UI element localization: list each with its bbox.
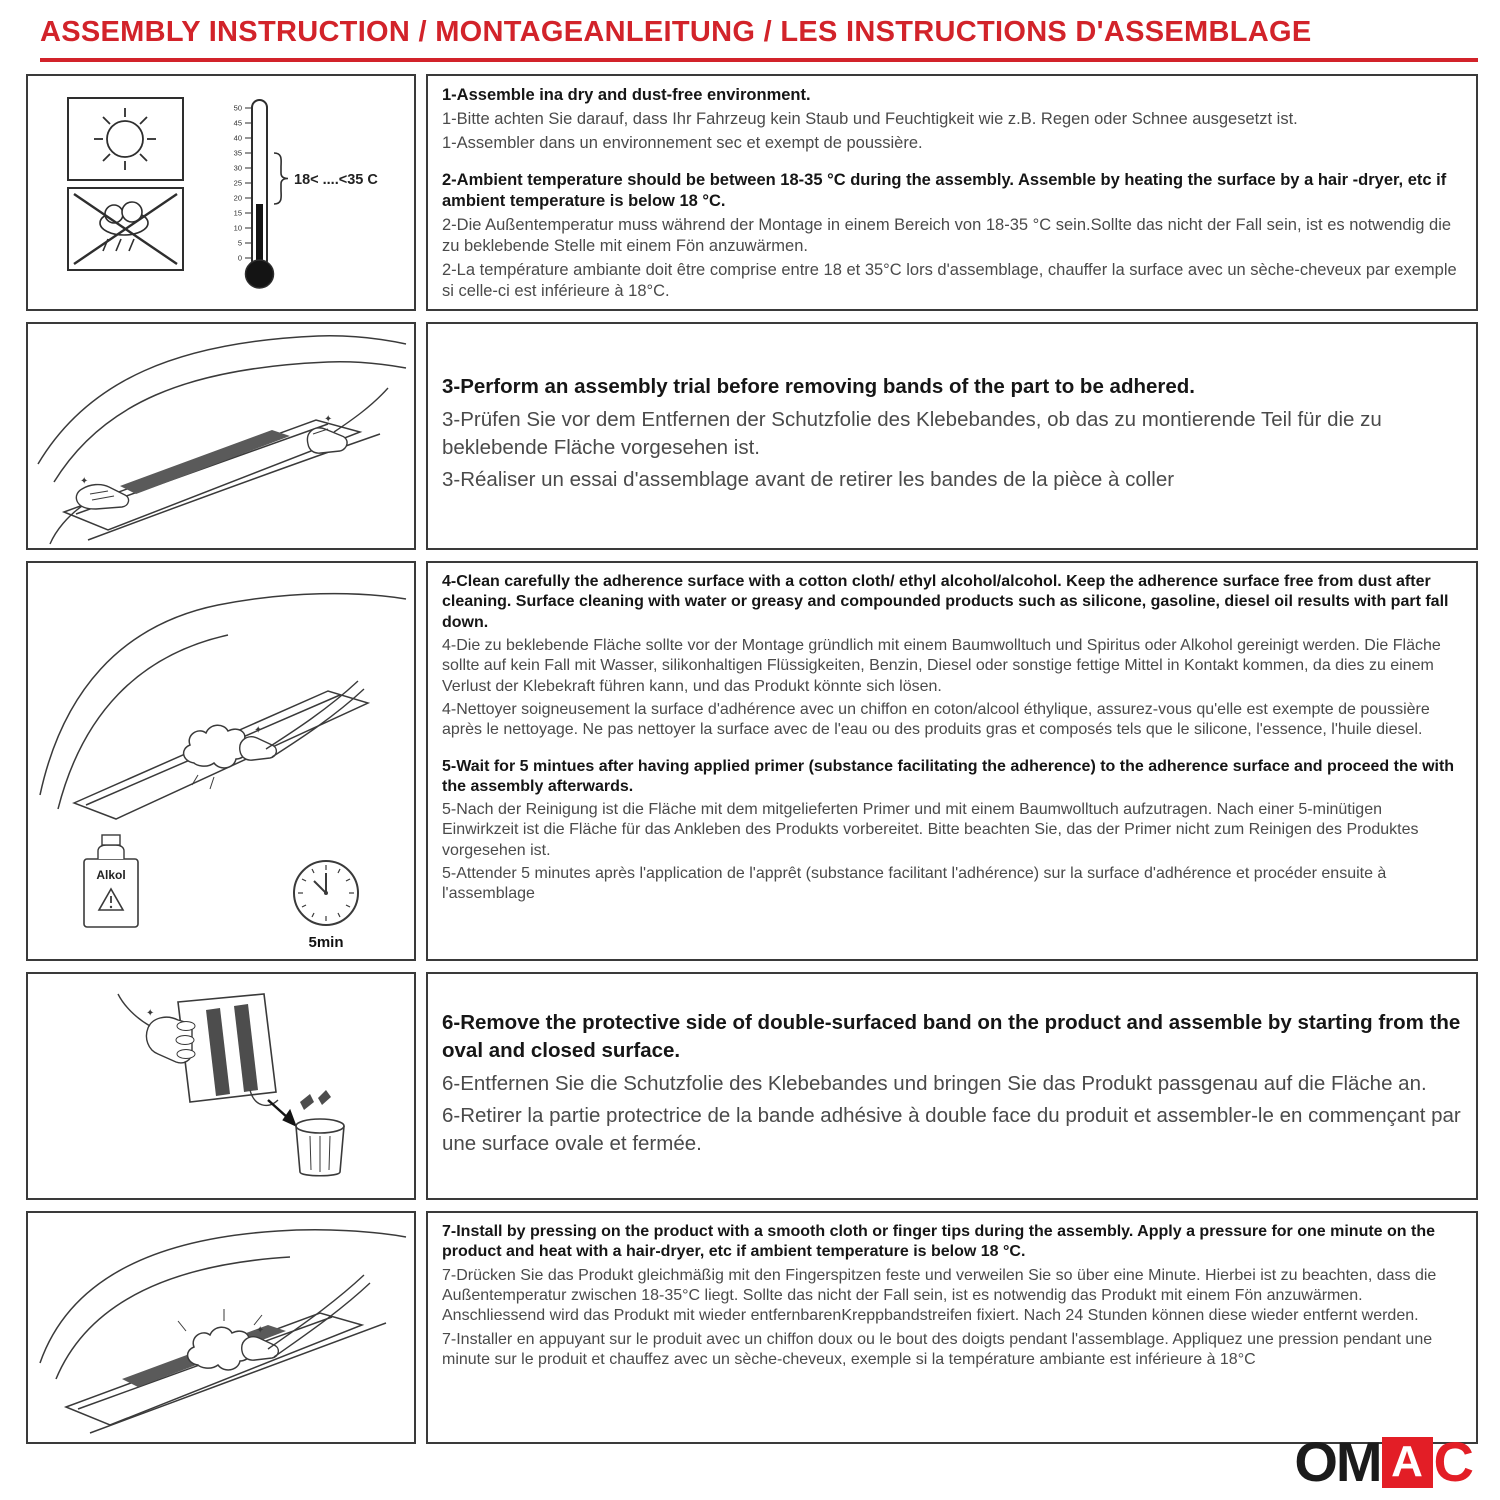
step3-fr: 3-Réaliser un essai d'assemblage avant de retirer les bandes de la pièce à coller (442, 468, 1175, 492)
environment-illustration (28, 76, 414, 309)
step1-de: 1-Bitte achten Sie darauf, dass Ihr Fahrzeug kein Staub und Feuchtigkeit wie z.B. Regen oder Schnee ausgesetzt ist. (442, 109, 1298, 128)
step3-en: 3-Perform an assembly trial before removing bands of the part to be adhered. (442, 374, 1195, 398)
step-row-1 (26, 74, 1478, 311)
discarded-band (300, 1094, 314, 1110)
step7-fr: 7-Installer en appuyant sur le produit avec un chiffon doux ou le bout des doigts pendant l'assemblage. Appliquez une pression pendant une minute sur le produit et chauffez avec un sèche-cheveux, exemple si la température ambiante est inférieure à 18°C (442, 1330, 1433, 1368)
sparkle-icon: ✦ (80, 476, 89, 487)
scale-label: 0 (237, 253, 242, 263)
scale-label: 35 (233, 148, 242, 158)
scale-label: 30 (233, 163, 242, 173)
door-sill-cleaning-icon (28, 563, 414, 959)
scale-label: 50 (233, 103, 242, 113)
text-step-3 (426, 322, 1478, 550)
scale-label: 45 (233, 118, 242, 128)
sparkle-icon: ✦ (324, 414, 333, 425)
step2-en: 2-Ambient temperature should be between 18-35 °C during the assembly. Assemble by heating the surface by a hair -dryer, etc if ambient temperature is below 18 °C. (442, 170, 1447, 210)
logo-letter-a: A (1391, 1437, 1423, 1486)
range-brace (274, 153, 288, 204)
sparkle-icon: ✦ (256, 1325, 265, 1336)
step2-fr: 2-La température ambiante doit être comprise entre 18 et 35°C lors d'assemblage, chauffer la surface avec un sèche-cheveux par exemple si celle-ci est inférieure à 18°C. (442, 260, 1457, 300)
step5-fr: 5-Attender 5 minutes après l'application de l'apprêt (substance facilitant l'adhérence) sur la surface d'adhérence et procéder ensuite à l'assemblage (442, 865, 1387, 903)
step5-de: 5-Nach der Reinigung ist die Fläche mit dem mitgelieferten Primer und mit einem Baumwolltuch aufzutragen. Nach einer 5-minütigen Einwirkzeit ist die Fläche für das Ankleben des Produkts vorbereitet. Bitte beachten Sie, das der Primer nicht zum Reinigen des Produktes vorgesehen ist. (442, 801, 1419, 859)
text-step-7 (426, 1211, 1478, 1444)
trash-bin-icon (296, 1119, 344, 1176)
bottle-label: Alkol (96, 868, 126, 882)
page-title: ASSEMBLY INSTRUCTION / MONTAGEANLEITUNG / LES INSTRUCTIONS D'ASSEMBLAGE (40, 16, 1312, 48)
step1-en: 1-Assemble ina dry and dust-free environment. (442, 86, 811, 104)
step2-de: 2-Die Außentemperatur muss während der Montage in einem Bereich von 18-35 °C sein.Sollte das nicht der Fall sein, ist es notwendig die zu beklebende Stelle mit einem Fön anzuwärmen. (442, 215, 1452, 255)
door-sill-trial-icon (28, 324, 414, 548)
step6-en: 6-Remove the protective side of double-surfaced band on the product and assemble by starting from the oval and closed surface. (442, 1010, 1461, 1062)
scale-label: 25 (233, 178, 242, 188)
step7-en: 7-Install by pressing on the product with a smooth cloth or finger tips during the assembly. Apply a pressure for one minute on the product and heat with a hair-dryer, etc if ambient temperature is below 18 °C. (442, 1223, 1435, 1261)
temp-range-label: 18< ....<35 C (294, 172, 378, 188)
alcohol-bottle-icon (84, 835, 138, 927)
step6-fr: 6-Retirer la partie protectrice de la bande adhésive à double face du produit et assembler-le en commençant par une surface ovale et fermée. (442, 1104, 1461, 1156)
scale-label: 20 (233, 193, 242, 203)
step-row-4 (26, 972, 1478, 1200)
illustration-press (26, 1211, 416, 1444)
step6-de: 6-Entfernen Sie die Schutzfolie des Klebebandes und bringen Sie das Produkt passgenau auf die Fläche an. (442, 1071, 1427, 1095)
sparkle-icon: ✦ (254, 725, 263, 736)
sparkle-icon: ✦ (146, 1008, 155, 1019)
clock-icon (294, 861, 358, 951)
logo-letter-c: C (1433, 1430, 1474, 1493)
scale-label: 15 (233, 208, 242, 218)
peel-band-icon (28, 974, 414, 1198)
omac-logo (1294, 1430, 1474, 1493)
logo-letters-om: OM (1294, 1430, 1381, 1493)
step1-fr: 1-Assembler dans un environnement sec et exempt de poussière. (442, 133, 923, 152)
text-steps-4-5 (426, 561, 1478, 961)
title-underline (40, 58, 1478, 62)
arrow-icon (268, 1100, 296, 1126)
clock-label: 5min (308, 934, 344, 951)
step4-en: 4-Clean carefully the adherence surface with a cotton cloth/ ethyl alcohol/alcohol. Keep the adherence surface free from dust after cleaning. Surface cleaning with water or greasy and compounded products such as silicone, gasoline, diesel oil results with part fall down. (442, 573, 1449, 631)
illustration-environment (26, 74, 416, 311)
step7-de: 7-Drücken Sie das Produkt gleichmäßig mit den Fingerspitzen feste und verweilen Sie so über eine Minute. Hierbei ist zu beachten, dass die Außentemperatur zwischen 18-35°C liegt. Sollte das nicht der Fall sein, ist es notwendig das Produkt mit einem Fön anzuwärmen. Anschliessend wird das Produkt mit wieder entfernbarenKreppbandstreifen fixiert. Nach 24 Stunden können diese wieder entfernt werden. (442, 1266, 1437, 1325)
text-steps-1-2 (426, 74, 1478, 311)
sun-icon (68, 98, 183, 180)
thermometer-icon (234, 100, 379, 288)
step4-fr: 4-Nettoyer soigneusement la surface d'adhérence avec un chiffon en coton/alcool éthylique, assurez-vous qu'elle est exempte de poussière après le nettoyage. Ne pas nettoyer la surface avec de l'eau ou des produits gras et composés tels que le silicone, l'essence, l'huile diesel. (442, 700, 1430, 739)
discarded-band (318, 1090, 331, 1105)
scale-label: 5 (237, 238, 242, 248)
step5-en: 5-Wait for 5 mintues after having applied primer (substance facilitating the adherence) to the adherence surface and proceed the with the assembly afterwards. (442, 757, 1455, 795)
no-rain-icon (68, 188, 183, 270)
text-step-6 (426, 972, 1478, 1200)
door-sill-press-icon (28, 1213, 414, 1442)
illustration-cleaning (26, 561, 416, 961)
illustration-peel-band (26, 972, 416, 1200)
scale-label: 10 (233, 223, 242, 233)
illustration-trial (26, 322, 416, 550)
logo-a-box (1382, 1437, 1433, 1488)
step3-de: 3-Prüfen Sie vor dem Entfernen der Schutzfolie des Klebebandes, ob das zu montierende Teil für die zu beklebende Fläche vorgesehen ist. (442, 407, 1382, 459)
step4-de: 4-Die zu beklebende Fläche sollte vor der Montage gründlich mit einem Baumwolltuch und Spiritus oder Alkohol gereinigt werden. Die Fläche sollte auf kein Fall mit Wasser, silikonhaltigen Flüssigkeiten, Benzin, Diesel oder sonstige fettige Mittel in Kontakt kommen, da dies zu einem Verlust der Klebekraft führen kann, und das Produkt könnte sich lösen. (442, 636, 1441, 695)
step-row-5 (26, 1211, 1478, 1444)
step-row-2 (26, 322, 1478, 550)
scale-label: 40 (233, 133, 242, 143)
step-row-3 (26, 561, 1478, 961)
